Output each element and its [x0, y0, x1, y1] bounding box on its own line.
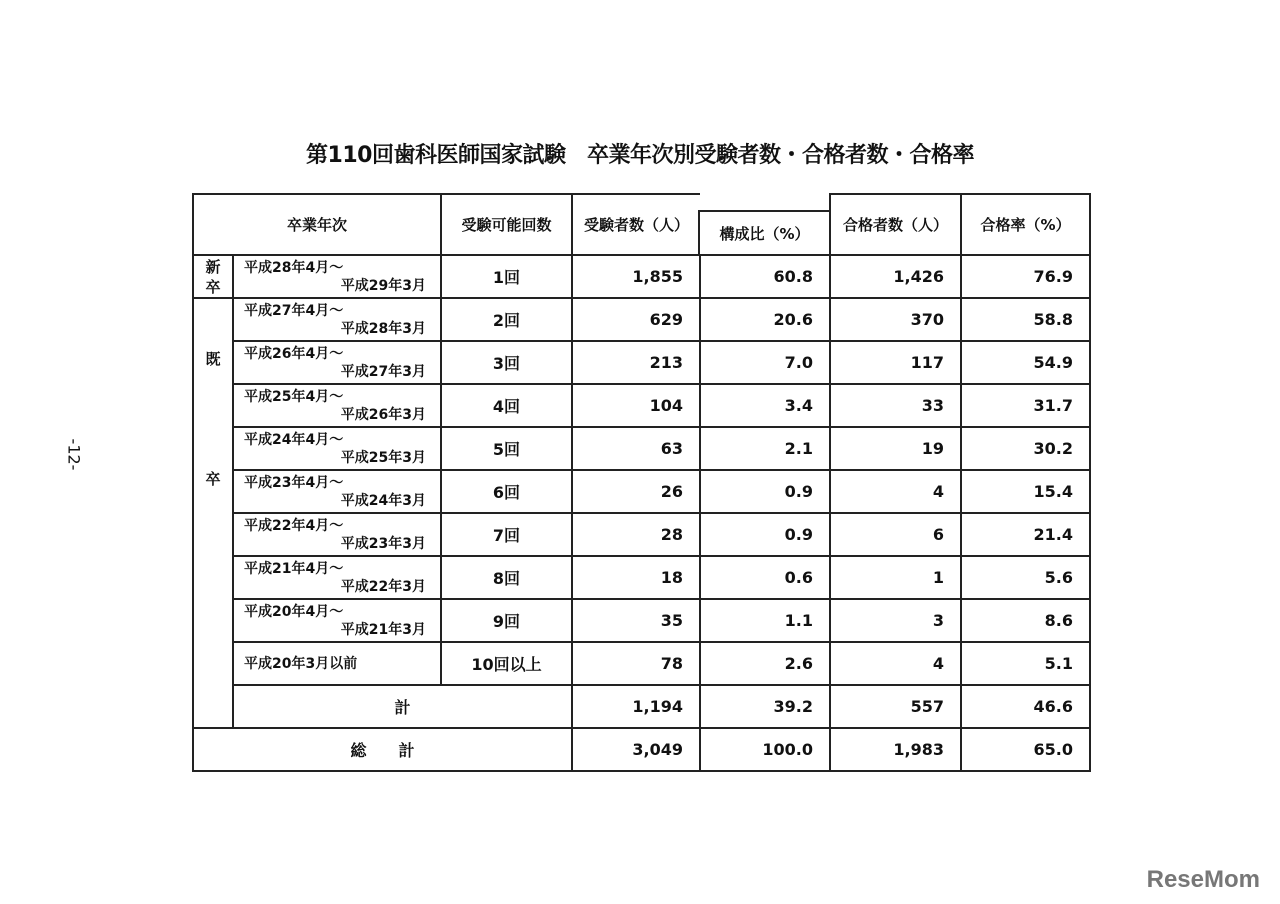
- examinees-cell: 35: [572, 599, 700, 642]
- attempts-cell: 3回: [441, 341, 572, 384]
- attempts-cell: 7回: [441, 513, 572, 556]
- passers-cell: 1,426: [830, 255, 961, 298]
- attempts-cell: 5回: [441, 427, 572, 470]
- group-new-grad: [193, 255, 233, 298]
- examinees-cell: 18: [572, 556, 700, 599]
- group-label-1: 既: [205, 350, 221, 368]
- attempts-cell: 6回: [441, 470, 572, 513]
- table-row: [193, 298, 1090, 341]
- rate-cell: 8.6: [961, 599, 1090, 642]
- period-start: 平成26年4月～: [244, 345, 344, 362]
- period-cell: [233, 599, 441, 642]
- total-rate: 65.0: [961, 728, 1090, 771]
- ratio-cell: 2.6: [700, 642, 830, 685]
- passers-cell: 3: [830, 599, 961, 642]
- period-start: 平成20年4月～: [244, 603, 344, 620]
- passers-cell: 19: [830, 427, 961, 470]
- header-ratio: 構成比（%）: [698, 210, 829, 254]
- rate-cell: 31.7: [961, 384, 1090, 427]
- resemom-logo: ReseMom: [1146, 866, 1260, 893]
- header-examinees: 受験者数（人）: [572, 194, 700, 255]
- table-row: [193, 642, 1090, 685]
- total-row: [193, 728, 1090, 771]
- rate-cell: 30.2: [961, 427, 1090, 470]
- subtotal-row: [193, 685, 1090, 728]
- rate-cell: 15.4: [961, 470, 1090, 513]
- group-label-2: 卒: [205, 470, 221, 488]
- attempts-cell: 4回: [441, 384, 572, 427]
- period-end: 平成27年3月: [340, 363, 426, 380]
- period-end: 平成24年3月: [340, 492, 426, 509]
- table-row: [193, 599, 1090, 642]
- period-start: 平成24年4月～: [244, 431, 344, 448]
- subtotal-passers: 557: [830, 685, 961, 728]
- table-row: [193, 341, 1090, 384]
- header-attempts: 受験可能回数: [441, 194, 572, 255]
- subtotal-rate: 46.6: [961, 685, 1090, 728]
- table-row: [193, 255, 1090, 298]
- rate-cell: 54.9: [961, 341, 1090, 384]
- header-row: [193, 194, 1090, 255]
- group-past-grad: [193, 298, 233, 728]
- ratio-cell: 60.8: [700, 255, 830, 298]
- period-start: 平成20年3月以前: [244, 655, 358, 672]
- period-cell: [233, 470, 441, 513]
- ratio-cell: 0.6: [700, 556, 830, 599]
- period-end: 平成22年3月: [340, 578, 426, 595]
- period-cell: [233, 427, 441, 470]
- subtotal-ratio: 39.2: [700, 685, 830, 728]
- total-ratio: 100.0: [700, 728, 830, 771]
- examinees-cell: 213: [572, 341, 700, 384]
- ratio-cell: 0.9: [700, 470, 830, 513]
- subtotal-examinees: 1,194: [572, 685, 700, 728]
- ratio-cell: 2.1: [700, 427, 830, 470]
- period-end: 平成26年3月: [340, 406, 426, 423]
- period-cell: [233, 255, 441, 298]
- rate-cell: 5.6: [961, 556, 1090, 599]
- period-cell: [233, 384, 441, 427]
- total-examinees: 3,049: [572, 728, 700, 771]
- rate-cell: 5.1: [961, 642, 1090, 685]
- attempts-cell: 1回: [441, 255, 572, 298]
- attempts-cell: 10回以上: [441, 642, 572, 685]
- examinees-cell: 629: [572, 298, 700, 341]
- period-cell: [233, 341, 441, 384]
- examinees-cell: 1,855: [572, 255, 700, 298]
- header-grad-year: 卒業年次: [193, 194, 441, 255]
- passers-cell: 370: [830, 298, 961, 341]
- rate-cell: 58.8: [961, 298, 1090, 341]
- examinees-cell: 78: [572, 642, 700, 685]
- period-cell: [233, 556, 441, 599]
- passers-cell: 6: [830, 513, 961, 556]
- period-start: 平成27年4月～: [244, 302, 344, 319]
- rate-cell: 21.4: [961, 513, 1090, 556]
- attempts-cell: 9回: [441, 599, 572, 642]
- period-end: 平成23年3月: [340, 535, 426, 552]
- period-end: 平成29年3月: [340, 277, 426, 294]
- passers-cell: 1: [830, 556, 961, 599]
- period-end: 平成21年3月: [340, 621, 426, 638]
- period-cell: [233, 298, 441, 341]
- group-label: 新卒: [205, 257, 221, 296]
- passers-cell: 33: [830, 384, 961, 427]
- ratio-cell: 1.1: [700, 599, 830, 642]
- passers-cell: 117: [830, 341, 961, 384]
- table-row: [193, 470, 1090, 513]
- header-pass-rate: 合格率（%）: [961, 194, 1090, 255]
- subtotal-label: 計: [233, 685, 572, 728]
- page-number: -12-: [64, 438, 84, 471]
- header-passers: 合格者数（人）: [830, 194, 961, 255]
- period-end: 平成28年3月: [340, 320, 426, 337]
- examinees-cell: 104: [572, 384, 700, 427]
- period-start: 平成28年4月～: [244, 259, 344, 276]
- passers-cell: 4: [830, 642, 961, 685]
- period-start: 平成23年4月～: [244, 474, 344, 491]
- period-end: 平成25年3月: [340, 449, 426, 466]
- header-ratio-cell: [700, 194, 830, 255]
- examinees-cell: 63: [572, 427, 700, 470]
- document-title: 第110回歯科医師国家試験 卒業年次別受験者数・合格者数・合格率: [306, 143, 974, 168]
- ratio-cell: 7.0: [700, 341, 830, 384]
- period-start: 平成22年4月～: [244, 517, 344, 534]
- ratio-cell: 0.9: [700, 513, 830, 556]
- attempts-cell: 2回: [441, 298, 572, 341]
- table-row: [193, 384, 1090, 427]
- attempts-cell: 8回: [441, 556, 572, 599]
- total-passers: 1,983: [830, 728, 961, 771]
- total-label: 総 計: [193, 728, 572, 771]
- ratio-cell: 20.6: [700, 298, 830, 341]
- period-cell: [233, 513, 441, 556]
- period-start: 平成25年4月～: [244, 388, 344, 405]
- table-row: [193, 513, 1090, 556]
- examinees-cell: 28: [572, 513, 700, 556]
- passers-cell: 4: [830, 470, 961, 513]
- table-row: [193, 427, 1090, 470]
- results-table: [192, 193, 1091, 772]
- period-cell: [233, 642, 441, 685]
- period-start: 平成21年4月～: [244, 560, 344, 577]
- table-row: [193, 556, 1090, 599]
- rate-cell: 76.9: [961, 255, 1090, 298]
- examinees-cell: 26: [572, 470, 700, 513]
- ratio-cell: 3.4: [700, 384, 830, 427]
